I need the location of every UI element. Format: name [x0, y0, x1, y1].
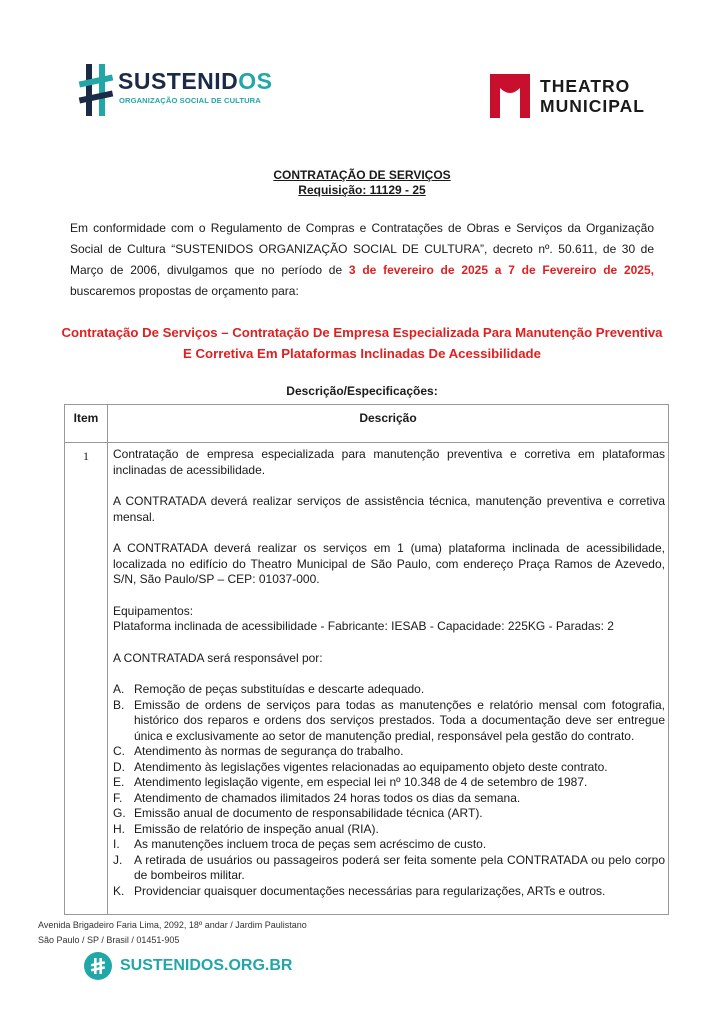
theatro-line2: MUNICIPAL	[540, 96, 645, 116]
theatro-municipal-logo	[490, 72, 660, 122]
list-item: C. Atendimento às normas de segurança do trabalho.	[113, 744, 404, 758]
intro-text-start: Em conformidade com o Regulamento de Compras e Contratações de Obras e Serviços da Organização Social de Cultura “SUSTENIDOS ORGANIZAÇÃO SOCIAL DE CULTURA”, decreto nº. 50.611, de 30 de Março de 2006, divulgamos que no período de	[70, 221, 654, 277]
header-item: Item	[73, 411, 99, 425]
list-item: J. A retirada de usuários ou passageiros poderá ser feita somente pela CONTRATADA ou pelo corpo de bombeiros militar.	[113, 852, 665, 882]
hash-logo-icon	[78, 64, 114, 116]
requisition-number: Requisição: 11129 - 25	[298, 183, 426, 197]
footer-website-link[interactable]: SUSTENIDOS.ORG.BR	[120, 957, 293, 974]
specifications-heading: Descrição/Especificações:	[286, 384, 438, 398]
row-item-number: 1	[83, 449, 89, 463]
footer-address-line2: São Paulo / SP / Brasil / 01451-905	[38, 935, 180, 945]
desc-paragraph-3: A CONTRATADA deverá realizar os serviços em 1 (uma) plataforma inclinada de acessibilidade, localizada no edifício do Theatro Municipal de São Paulo, com endereço Praça Ramos de Azevedo, S/N, São Paulo/SP – CEP: 01037-000.	[113, 541, 665, 586]
footer-address-line1: Avenida Brigadeiro Faria Lima, 2092, 18º andar / Jardim Paulistano	[38, 920, 307, 930]
column-divider	[107, 405, 108, 914]
responsibilities-intro: A CONTRATADA será responsável por:	[113, 650, 323, 665]
list-item: K. Providenciar quaisquer documentações necessárias para regularizações, ARTs e outros.	[113, 883, 606, 898]
footer-hash-icon	[84, 952, 112, 980]
responsibilities-list	[113, 682, 665, 899]
theatro-line1: THEATRO	[540, 76, 631, 96]
sustenidos-subtitle: ORGANIZAÇÃO SOCIAL DE CULTURA	[119, 96, 261, 105]
document-title: CONTRATAÇÃO DE SERVIÇOS	[273, 168, 451, 182]
intro-text-end: buscaremos propostas de orçamento para:	[70, 284, 299, 298]
list-item: E. Atendimento legislação vigente, em especial lei nº 10.348 de 4 de setembro de 1987.	[113, 775, 588, 789]
theatro-arch-icon	[490, 74, 530, 118]
list-item: F. Atendimento de chamados ilimitados 24 horas todos os dias da semana.	[113, 790, 521, 805]
list-item: G. Emissão anual de documento de responsabilidade técnica (ART).	[113, 806, 483, 820]
desc-paragraph-1: Contratação de empresa especializada para manutenção preventiva e corretiva em plataformas inclinadas de acessibilidade.	[113, 447, 665, 477]
list-item: H. Emissão de relatório de inspeção anual (RIA).	[113, 821, 379, 836]
specifications-table	[64, 404, 669, 915]
sustenidos-logo	[78, 62, 278, 120]
intro-period: 3 de fevereiro de 2025 a 7 de Fevereiro de 2025,	[348, 263, 654, 277]
desc-paragraph-2: A CONTRATADA deverá realizar serviços de assistência técnica, manutenção preventiva e corretiva mensal.	[113, 494, 665, 524]
row-description-cell	[113, 447, 665, 899]
sustenidos-wordmark: SUSTENIDOS	[118, 68, 273, 94]
intro-paragraph	[70, 218, 654, 302]
footer-website-logo[interactable]	[84, 952, 293, 982]
equipment-label: Equipamentos:	[113, 603, 194, 618]
list-item: I. As manutenções incluem troca de peças sem acréscimo de custo.	[113, 837, 487, 851]
header-description: Descrição	[359, 411, 417, 425]
list-item: D. Atendimento às legislações vigentes relacionadas ao equipamento objeto deste contrato.	[113, 759, 608, 774]
header-row-divider	[65, 442, 668, 443]
contract-subject: Contratação De Serviços – Contratação De Empresa Especializada Para Manutenção Preventiva E Corretiva Em Plataformas Inclinadas De Acessibilidade	[61, 325, 663, 361]
equipment-value: Plataforma inclinada de acessibilidade - Fabricante: IESAB - Capacidade: 225KG - Paradas: 2	[113, 619, 614, 633]
list-item: B. Emissão de ordens de serviços para todas as manutenções e relatório mensal com fotografia, histórico dos reparos e ordens dos serviços prestados. Toda a documentação deve ser entregue única e exclusivamente ao setor de manutenção predial, responsável pela gestão do contrato.	[113, 697, 665, 743]
list-item: A. Remoção de peças substituídas e descarte adequado.	[113, 682, 425, 696]
